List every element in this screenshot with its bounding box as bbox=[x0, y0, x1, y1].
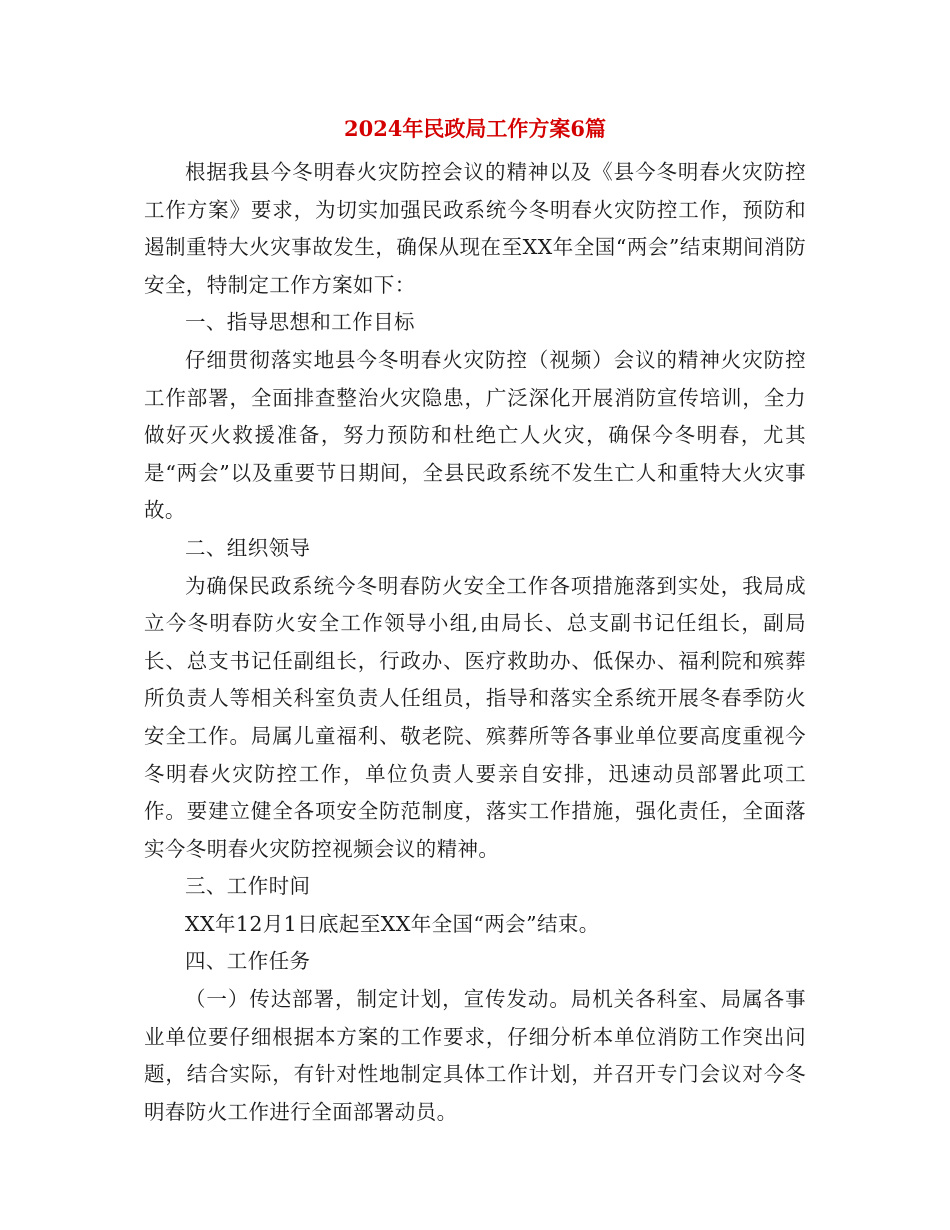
paragraph-intro: 根据我县今冬明春火灾防控会议的精神以及《县今冬明春火灾防控工作方案》要求，为切实加强民政系统今冬明春火灾防控工作，预防和遏制重特大火灾事故发生，确保从现在至XX年全国“两会”结束期间消防安全，特制定工作方案如下： bbox=[144, 160, 806, 297]
paragraph-work-tasks-1: （一）传达部署，制定计划，宣传发动。局机关各科室、局属各事业单位要仔细根据本方案的工作要求，仔细分析本单位消防工作突出问题，结合实际，有针对性地制定具体工作计划，并召开专门会议对今冬明春防火工作进行全面部署动员。 bbox=[144, 987, 806, 1124]
paragraph-work-time: XX年12月1日底起至XX年全国“两会”结束。 bbox=[185, 911, 600, 936]
section-heading-work-tasks: 四、工作任务 bbox=[185, 949, 311, 974]
paragraph-guiding-ideology: 仔细贯彻落实地县今冬明春火灾防控（视频）会议的精神火灾防控工作部署，全面排查整治火灾隐患，广泛深化开展消防宣传培训，全力做好灭火救援准备，努力预防和杜绝亡人火灾，确保今冬明春，尤其是“两会”以及重要节日期间，全县民政系统不发生亡人和重特大火灾事故。 bbox=[144, 347, 806, 523]
document-title: 2024年民政局工作方案6篇 bbox=[343, 116, 607, 141]
paragraph-organization: 为确保民政系统今冬明春防火安全工作各项措施落到实处，我局成立今冬明春防火安全工作领导小组,由局长、总支副书记任组长，副局长、总支书记任副组长，行政办、医疗救助办、低保办、福利院和殡葬所负责人等相关科室负责人任组员，指导和落实全系统开展冬春季防火安全工作。局属儿童福利、敬老院、殡葬所等各事业单位要高度重视今冬明春火灾防控工作，单位负责人要亲自安排，迅速动员部署此项工作。要建立健全各项安全防范制度，落实工作措施，强化责任，全面落实今冬明春火灾防控视频会议的精神。 bbox=[144, 573, 806, 861]
section-heading-organization: 二、组织领导 bbox=[185, 535, 311, 560]
document-body bbox=[144, 154, 806, 1131]
section-heading-work-time: 三、工作时间 bbox=[185, 874, 311, 899]
section-heading-guiding-ideology: 一、指导思想和工作目标 bbox=[185, 310, 415, 335]
